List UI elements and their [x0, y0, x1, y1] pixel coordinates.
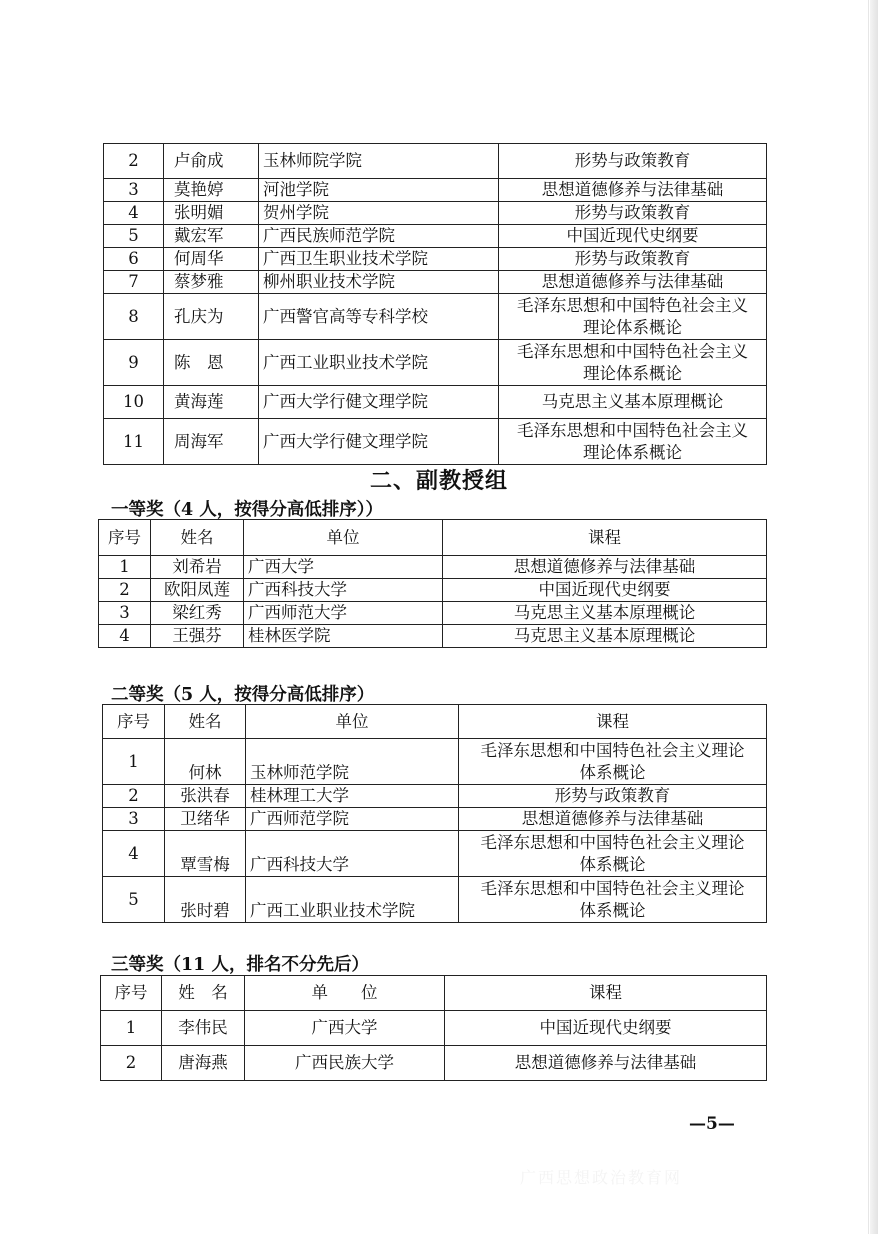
row-number: 4 — [104, 202, 164, 225]
person-name: 王强芬 — [151, 625, 244, 648]
course-name: 马克思主义基本原理概论 — [499, 386, 767, 419]
row-number: 1 — [99, 556, 151, 579]
unit-name: 广西大学 — [245, 1011, 445, 1046]
header-course: 课程 — [445, 976, 767, 1011]
course-name: 形势与政策教育 — [459, 785, 767, 808]
unit-name: 广西工业职业技术学院 — [259, 340, 499, 386]
course-name: 毛泽东思想和中国特色社会主义理论 体系概论 — [459, 831, 767, 877]
person-name: 欧阳凤莲 — [151, 579, 244, 602]
row-number: 1 — [101, 1011, 162, 1046]
unit-name: 玉林师院学院 — [259, 144, 499, 179]
first-prize-heading: 一等奖（4 人，按得分高低排序）） — [111, 500, 384, 520]
header-unit: 单位 — [246, 705, 459, 739]
first-prize-table — [98, 519, 767, 648]
unit-name: 贺州学院 — [259, 202, 499, 225]
person-name: 卢俞成 — [164, 144, 259, 179]
course-name: 毛泽东思想和中国特色社会主义理论 体系概论 — [459, 739, 767, 785]
table-row — [103, 831, 767, 877]
person-name: 周海军 — [164, 419, 259, 465]
person-name: 黄海莲 — [164, 386, 259, 419]
header-unit: 单位 — [244, 520, 443, 556]
person-name: 张洪春 — [165, 785, 246, 808]
row-number: 2 — [104, 144, 164, 179]
header-name: 姓名 — [165, 705, 246, 739]
row-number: 4 — [103, 831, 165, 877]
unit-name: 广西民族大学 — [245, 1046, 445, 1081]
course-name: 马克思主义基本原理概论 — [443, 625, 767, 648]
row-number: 5 — [103, 877, 165, 923]
table-row — [99, 579, 767, 602]
page-edge-shadow — [870, 0, 878, 1234]
unit-name: 广西警官高等专科学校 — [259, 294, 499, 340]
row-number: 2 — [103, 785, 165, 808]
course-name: 形势与政策教育 — [499, 144, 767, 179]
unit-name: 广西大学 — [244, 556, 443, 579]
header-name: 姓 名 — [162, 976, 245, 1011]
course-name: 中国近现代史纲要 — [499, 225, 767, 248]
table-row — [104, 294, 767, 340]
unit-name: 桂林理工大学 — [246, 785, 459, 808]
course-name: 形势与政策教育 — [499, 248, 767, 271]
table-row — [104, 271, 767, 294]
unit-name: 广西科技大学 — [246, 831, 459, 877]
person-name: 何周华 — [164, 248, 259, 271]
table-row — [103, 877, 767, 923]
course-name: 思想道德修养与法律基础 — [445, 1046, 767, 1081]
person-name: 刘希岩 — [151, 556, 244, 579]
unit-name: 柳州职业技术学院 — [259, 271, 499, 294]
course-name: 思想道德修养与法律基础 — [443, 556, 767, 579]
unit-name: 广西大学行健文理学院 — [259, 419, 499, 465]
person-name: 蔡梦雅 — [164, 271, 259, 294]
second-prize-table — [102, 704, 767, 923]
unit-name: 广西师范大学 — [244, 602, 443, 625]
table-row — [104, 202, 767, 225]
row-number: 3 — [103, 808, 165, 831]
row-number: 2 — [101, 1046, 162, 1081]
person-name: 张明媚 — [164, 202, 259, 225]
person-name: 李伟民 — [162, 1011, 245, 1046]
header-number: 序号 — [101, 976, 162, 1011]
unit-name: 玉林师范学院 — [246, 739, 459, 785]
header-number: 序号 — [99, 520, 151, 556]
table-row — [103, 739, 767, 785]
table-row — [104, 144, 767, 179]
third-prize-table — [100, 975, 767, 1081]
person-name: 何林 — [165, 739, 246, 785]
person-name: 戴宏军 — [164, 225, 259, 248]
table-row — [104, 225, 767, 248]
course-name: 思想道德修养与法律基础 — [499, 271, 767, 294]
page-edge-line — [868, 0, 869, 1234]
course-name: 中国近现代史纲要 — [443, 579, 767, 602]
unit-name: 广西大学行健文理学院 — [259, 386, 499, 419]
table-row — [104, 248, 767, 271]
course-name: 中国近现代史纲要 — [445, 1011, 767, 1046]
row-number: 6 — [104, 248, 164, 271]
person-name: 陈 恩 — [164, 340, 259, 386]
unit-name: 河池学院 — [259, 179, 499, 202]
person-name: 唐海燕 — [162, 1046, 245, 1081]
table-row — [104, 386, 767, 419]
table-row — [103, 808, 767, 831]
second-prize-heading: 二等奖（5 人，按得分高低排序） — [111, 685, 375, 705]
row-number: 8 — [104, 294, 164, 340]
course-name: 思想道德修养与法律基础 — [459, 808, 767, 831]
row-number: 3 — [99, 602, 151, 625]
person-name: 孔庆为 — [164, 294, 259, 340]
table-row — [99, 556, 767, 579]
table-row — [104, 419, 767, 465]
course-name: 思想道德修养与法律基础 — [499, 179, 767, 202]
course-name: 毛泽东思想和中国特色社会主义 理论体系概论 — [499, 419, 767, 465]
row-number: 2 — [99, 579, 151, 602]
unit-name: 广西民族师范学院 — [259, 225, 499, 248]
course-name: 毛泽东思想和中国特色社会主义 理论体系概论 — [499, 294, 767, 340]
table-row — [104, 340, 767, 386]
unit-name: 广西工业职业技术学院 — [246, 877, 459, 923]
header-name: 姓名 — [151, 520, 244, 556]
table-row — [99, 602, 767, 625]
person-name: 梁红秀 — [151, 602, 244, 625]
row-number: 3 — [104, 179, 164, 202]
row-number: 1 — [103, 739, 165, 785]
row-number: 5 — [104, 225, 164, 248]
header-course: 课程 — [443, 520, 767, 556]
header-course: 课程 — [459, 705, 767, 739]
course-name: 毛泽东思想和中国特色社会主义 理论体系概论 — [499, 340, 767, 386]
table-header-row — [103, 705, 767, 739]
course-name: 马克思主义基本原理概论 — [443, 602, 767, 625]
table-continued — [103, 143, 767, 465]
row-number: 9 — [104, 340, 164, 386]
person-name: 莫艳婷 — [164, 179, 259, 202]
person-name: 卫绪华 — [165, 808, 246, 831]
third-prize-heading: 三等奖（11 人，排名不分先后） — [111, 955, 369, 975]
table-row — [99, 625, 767, 648]
person-name: 张时碧 — [165, 877, 246, 923]
unit-name: 广西师范学院 — [246, 808, 459, 831]
unit-name: 广西科技大学 — [244, 579, 443, 602]
page-number: —5— — [689, 1114, 735, 1134]
row-number: 4 — [99, 625, 151, 648]
table-row — [101, 1046, 767, 1081]
row-number: 11 — [104, 419, 164, 465]
person-name: 覃雪梅 — [165, 831, 246, 877]
row-number: 7 — [104, 271, 164, 294]
header-number: 序号 — [103, 705, 165, 739]
row-number: 10 — [104, 386, 164, 419]
unit-name: 广西卫生职业技术学院 — [259, 248, 499, 271]
watermark-text: 广西思想政治教育网 — [520, 1168, 683, 1187]
table-row — [103, 785, 767, 808]
unit-name: 桂林医学院 — [244, 625, 443, 648]
course-name: 形势与政策教育 — [499, 202, 767, 225]
table-row — [101, 1011, 767, 1046]
table-row — [104, 179, 767, 202]
course-name: 毛泽东思想和中国特色社会主义理论 体系概论 — [459, 877, 767, 923]
header-unit: 单 位 — [245, 976, 445, 1011]
table-header-row — [99, 520, 767, 556]
table-header-row — [101, 976, 767, 1011]
section-title: 二、副教授组 — [369, 468, 508, 494]
